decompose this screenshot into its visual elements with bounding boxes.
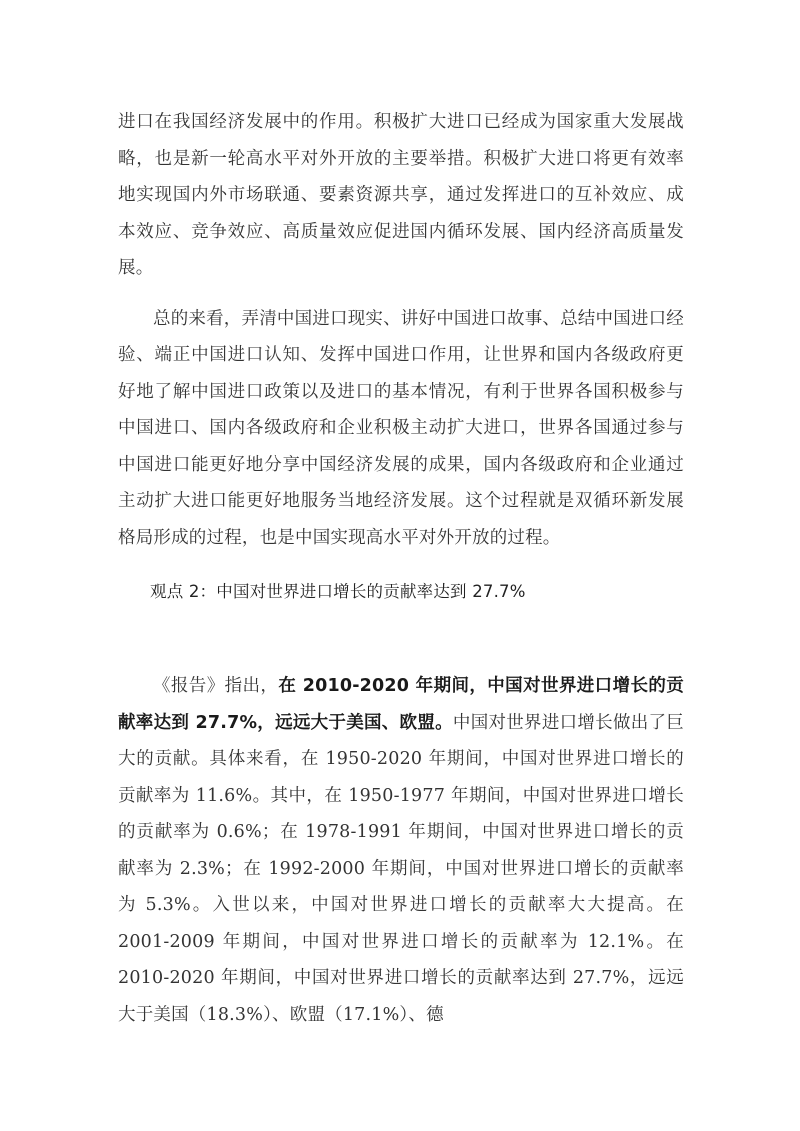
spacer bbox=[118, 556, 684, 574]
report-key-finding: 在 2010-2020 年期间，中国对世界进口增长的贡献率达到 27.7%，远远大于美国、欧盟。 bbox=[118, 676, 684, 733]
document-page bbox=[118, 104, 684, 1033]
paragraph-report-findings bbox=[118, 668, 684, 1033]
spacer bbox=[118, 610, 684, 668]
spacer bbox=[118, 287, 684, 301]
paragraph-import-role: 进口在我国经济发展中的作用。积极扩大进口已经成为国家重大发展战略，也是新一轮高水平对外开放的主要举措。积极扩大进口将更有效率地实现国内外市场联通、要素资源共享，通过发挥进口的互补效应、成本效应、竞争效应、高质量效应促进国内循环发展、国内经济高质量发展。 bbox=[118, 112, 684, 278]
section-heading-viewpoint-2: 观点 2：中国对世界进口增长的贡献率达到 27.7% bbox=[150, 582, 526, 601]
report-detail-text: 中国对世界进口增长做出了巨大的贡献。具体来看，在 1950-2020 年期间，中国对世界进口增长的贡献率为 11.6%。其中，在 1950-1977 年期间，中国对世界进口增长的贡献率为 0.6%；在 1978-1991 年期间，中国对世界进口增长的贡献率为 2.3%；在 1992-2000 年期间，中国对世界进口增长的贡献率为 5.3%。入世以来，中国对世界进口增长的贡献率大大提高。在 2001-2009 年期间，中国对世界进口增长的贡献率为 12.1%。在 2010-2020 年期间，中国对世界进口增长的贡献率达到 27.7%，远远大于美国（18.3%）、欧盟（17.1%）、德 bbox=[118, 712, 684, 1025]
report-lead-text: 《报告》指出， bbox=[153, 676, 279, 696]
paragraph-summary: 总的来看，弄清中国进口现实、讲好中国进口故事、总结中国进口经验、端正中国进口认知、发挥中国进口作用，让世界和国内各级政府更好地了解中国进口政策以及进口的基本情况，有利于世界各国积极参与中国进口、国内各级政府和企业积极主动扩大进口，世界各国通过参与中国进口能更好地分享中国经济发展的成果，国内各级政府和企业通过主动扩大进口能更好地服务当地经济发展。这个过程就是双循环新发展格局形成的过程，也是中国实现高水平对外开放的过程。 bbox=[118, 308, 684, 548]
